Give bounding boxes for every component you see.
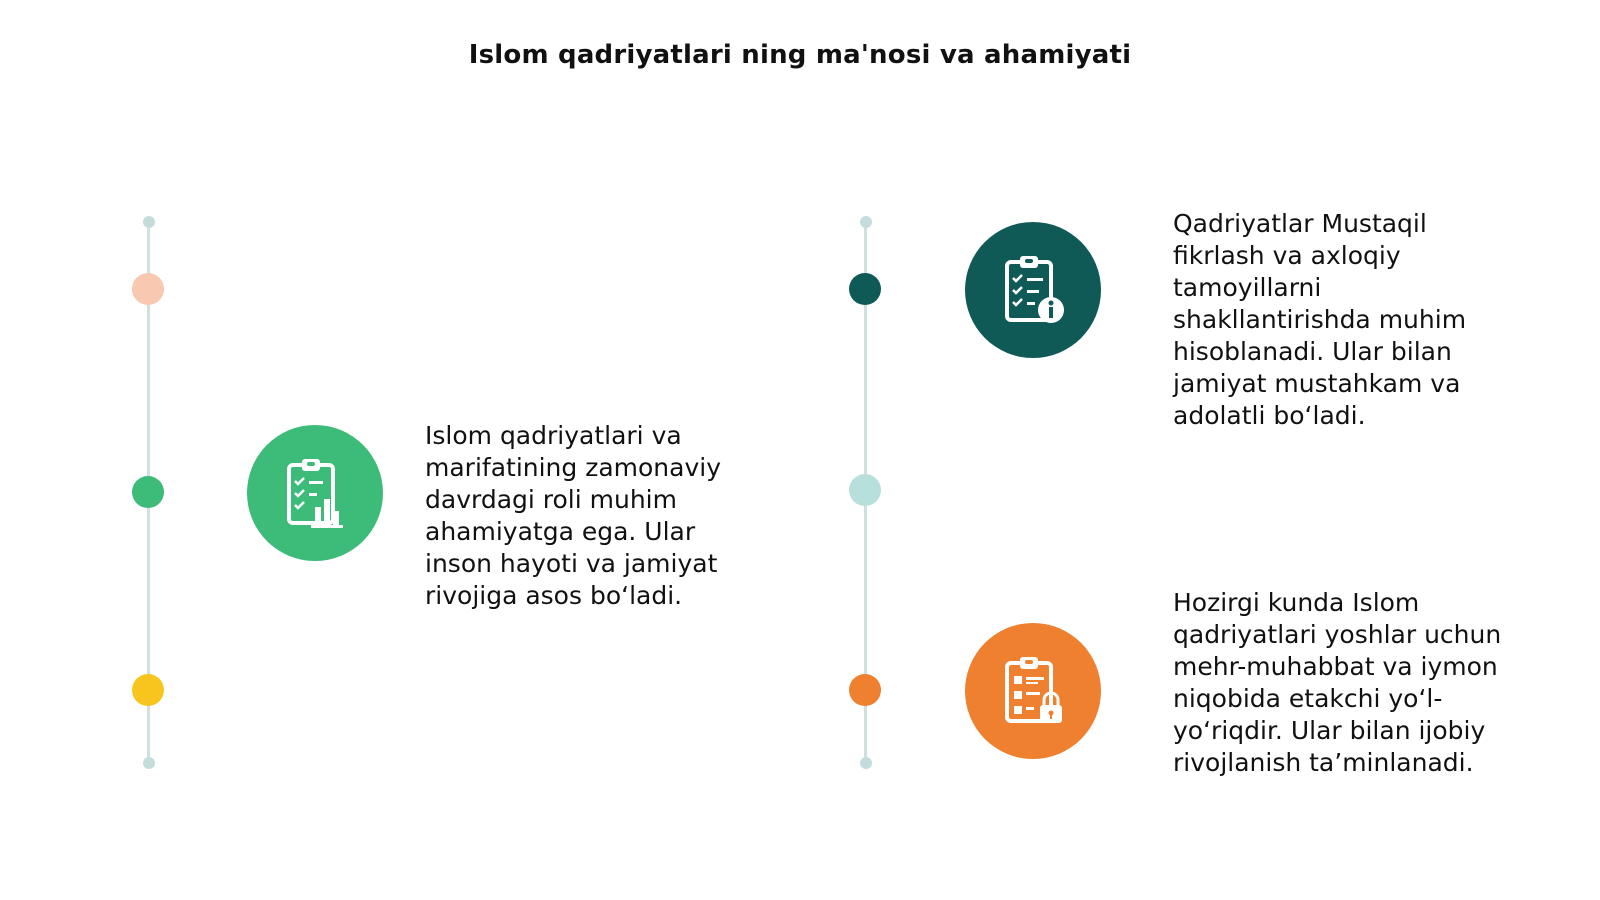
right-timeline-top-dot — [860, 216, 872, 228]
left-timeline-node-yellow — [132, 674, 164, 706]
item-text-1: Islom qadriyatlari va marifatining zamonaviy davrdagi roli muhim ahamiyatga ega. Ular inson hayoti va jamiyat rivojiga asos bo‘ladi. — [425, 421, 722, 610]
right-timeline-bottom-dot — [860, 757, 872, 769]
clipboard-chart-icon — [275, 453, 355, 533]
left-timeline-node-peach — [132, 273, 164, 305]
page-title: Islom qadriyatlari ning ma'nosi va ahamiyati — [468, 40, 1132, 70]
right-timeline-node-light-teal — [849, 474, 881, 506]
badge-clipboard-lock — [965, 623, 1101, 759]
left-timeline-bottom-dot — [143, 757, 155, 769]
item-text-3: Hozirgi kunda Islom qadriyatlari yoshlar uchun mehr-muhabbat va iymon niqobida etakchi yo‘l-yo‘riqdir. Ular bilan ijobiy rivojlanish ta’minlanadi. — [1173, 588, 1502, 777]
badge-clipboard-info — [965, 222, 1101, 358]
left-timeline-node-green — [132, 476, 164, 508]
item-text-2: Qadriyatlar Mustaqil fikrlash va axloqiy tamoyillarni shakllantirishda muhim hisoblanadi. Ular bilan jamiyat mustahkam va adolatli bo‘ladi. — [1173, 209, 1467, 430]
clipboard-info-icon — [993, 250, 1073, 330]
clipboard-lock-icon — [993, 651, 1073, 731]
left-timeline-top-dot — [143, 216, 155, 228]
right-timeline-node-orange — [849, 674, 881, 706]
right-timeline-node-dark-teal — [849, 273, 881, 305]
badge-clipboard-chart — [247, 425, 383, 561]
